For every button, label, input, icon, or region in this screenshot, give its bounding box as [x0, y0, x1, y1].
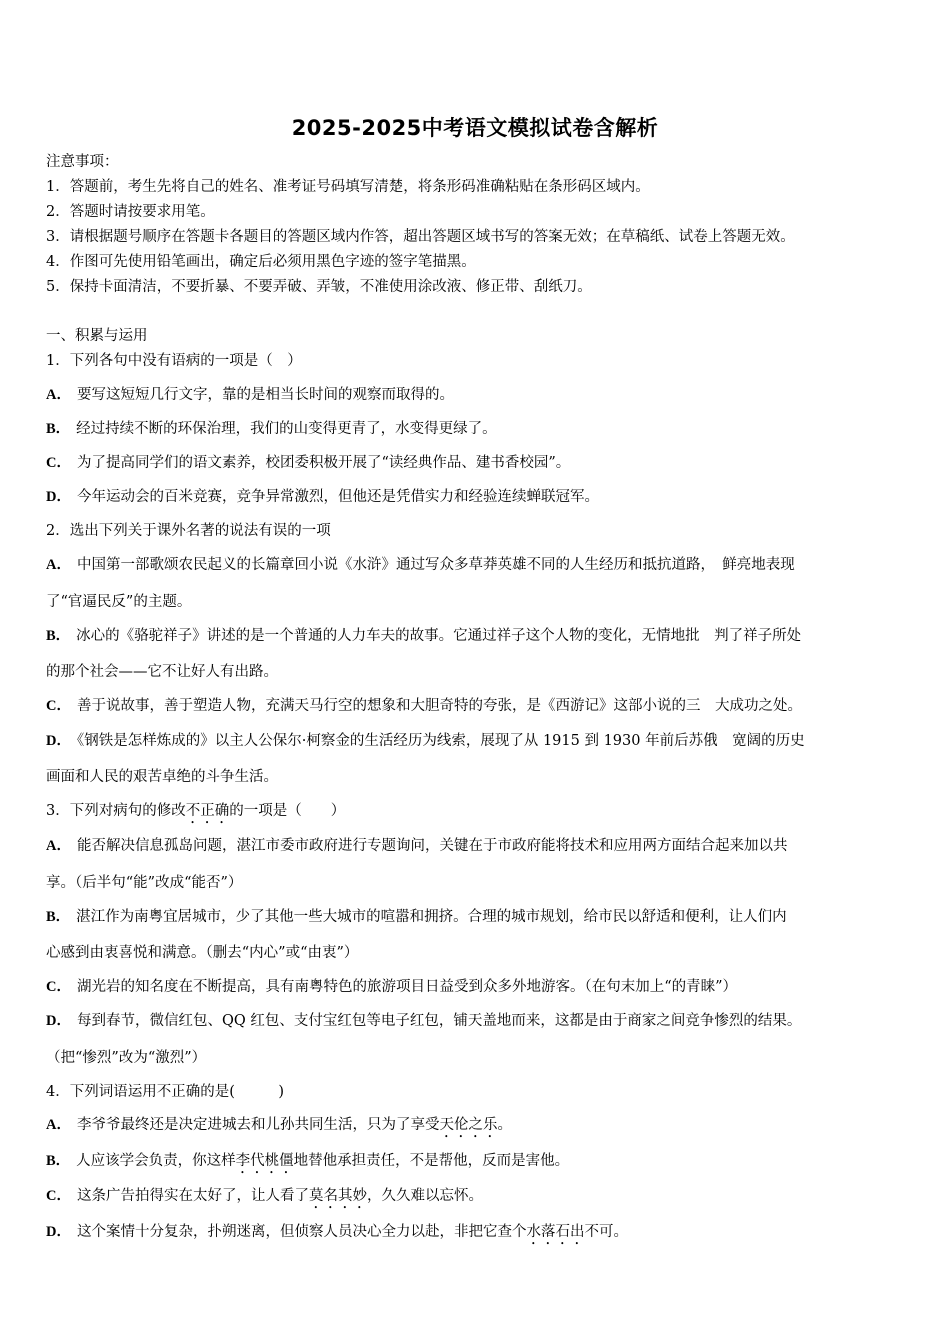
option-label: D．: [46, 1224, 71, 1240]
option-text: 经过持续不断的环保治理，我们的山变得更青了，水变得更绿了。: [76, 421, 497, 437]
option-text: 要写这短短几行文字，靠的是相当长时间的观察而取得的。: [76, 387, 454, 403]
option-text: 人应该学会负责，你这样: [76, 1153, 236, 1169]
option-label: B．: [46, 909, 71, 925]
option-label: B．: [46, 421, 71, 437]
emphasized-text: 不正确: [185, 803, 230, 819]
section-heading: 一、积累与运用: [46, 328, 148, 344]
option-text: 能否解决信息孤岛问题，湛江市委市政府进行专题询问，关键在于市政府能将技术和应用两方面结合起来加以共: [76, 838, 788, 854]
notice-item: 1．答题前，考生先将自己的姓名、准考证号码填写清楚，将条形码准确粘贴在条形码区域内。: [46, 179, 650, 195]
question-3-option-b-cont: 心感到由衷喜悦和满意。（删去“内心”或“由衷”）: [46, 945, 359, 961]
question-3-option-a-cont: 享。（后半句“能”改成“能否”）: [46, 875, 243, 891]
notice-item: 3．请根据题号顺序在答题卡各题目的答题区域内作答，超出答题区域书写的答案无效；在草稿纸、试卷上答题无效。: [46, 229, 795, 245]
option-label: D．: [46, 489, 71, 505]
option-label: D．: [46, 733, 71, 749]
question-4-option-b: [46, 1151, 569, 1177]
emphasized-idiom: 李代桃僵: [235, 1153, 294, 1169]
option-text: 善于说故事，善于塑造人物，充满天马行空的想象和大胆奇特的夸张，是《西游记》这部小说的三 大成功之处。: [76, 698, 802, 714]
question-2-option-d: [46, 731, 805, 751]
option-label: B．: [46, 1153, 71, 1169]
option-text: 冰心的《骆驼祥子》讲述的是一个普通的人力车夫的故事。它通过祥子这个人物的变化，无情地批 判了祥子所处: [76, 628, 802, 644]
option-text: 每到春节，微信红包、QQ 红包、支付宝红包等电子红包，铺天盖地而来，这都是由于商家之间竞争惨烈的结果。: [76, 1013, 802, 1029]
option-text: 这个案情十分复杂，扑朔迷离，但侦察人员决心全力以赴，非把它查个: [76, 1224, 527, 1240]
option-text: 李爷爷最终还是决定进城去和儿孙共同生活，只为了享受: [76, 1117, 440, 1133]
option-label: A．: [46, 1117, 71, 1133]
option-label: A．: [46, 557, 71, 573]
question-1-option-b: [46, 419, 497, 439]
question-4-option-a: [46, 1115, 512, 1141]
question-2-option-a-cont: 了“官逼民反”的主题。: [46, 594, 192, 610]
question-2-option-b-cont: 的那个社会——它不让好人有出路。: [46, 664, 278, 680]
question-3-option-a: [46, 836, 787, 856]
option-label: C．: [46, 1188, 71, 1204]
notice-heading: 注意事项：: [46, 154, 119, 170]
question-2-option-c: [46, 696, 802, 716]
option-text: 湛江作为南粤宜居城市，少了其他一些大城市的喧嚣和拥挤。合理的城市规划，给市民以舒适和便利，让人们内: [76, 909, 787, 925]
question-2-option-d-cont: 画面和人民的艰苦卓绝的斗争生活。: [46, 769, 278, 785]
option-text: 湖光岩的知名度在不断提高，具有南粤特色的旅游项目日益受到众多外地游客。（在句末加上“的青睐”）: [76, 979, 738, 995]
option-label: C．: [46, 455, 71, 471]
emphasized-idiom: 莫名其妙: [308, 1188, 367, 1204]
emphasized-idiom: 水落石出: [526, 1224, 585, 1240]
option-text: ，久久难以忘怀。: [366, 1188, 483, 1204]
question-4-option-c: [46, 1186, 483, 1212]
option-label: A．: [46, 838, 71, 854]
option-text: 不可。: [584, 1224, 628, 1240]
option-text: 地替他承担责任，不是帮他，反而是害他。: [293, 1153, 570, 1169]
question-3-option-b: [46, 907, 787, 927]
question-3-option-c: [46, 977, 737, 997]
option-label: B．: [46, 628, 71, 644]
stem-text: 的一项是（ ）: [229, 803, 346, 819]
option-label: A．: [46, 387, 71, 403]
option-text: 今年运动会的百米竞赛，竞争异常激烈，但他还是凭借实力和经验连续蝉联冠军。: [76, 489, 599, 505]
notice-item: 4．作图可先使用铅笔画出，确定后必须用黑色字迹的签字笔描黑。: [46, 254, 476, 270]
option-text: 为了提高同学们的语文素养，校团委积极开展了“读经典作品、建书香校园”。: [76, 455, 571, 471]
question-3-option-d-cont: （把“惨烈”改为“激烈”）: [46, 1050, 207, 1066]
question-4-option-d: [46, 1222, 628, 1248]
notice-item: 2．答题时请按要求用笔。: [46, 204, 215, 220]
option-label: D．: [46, 1013, 71, 1029]
option-text: 。: [497, 1117, 512, 1133]
question-4-stem: 4．下列词语运用不正确的是( ): [46, 1084, 285, 1100]
page-title: 2025-2025中考语文模拟试卷含解析: [291, 116, 659, 140]
question-1-option-a: [46, 385, 454, 405]
question-2-option-a: [46, 555, 795, 575]
option-text: 中国第一部歌颂农民起义的长篇章回小说《水浒》通过写众多草莽英雄不同的人生经历和抵抗道路， 鲜亮地表现: [76, 557, 795, 573]
notice-item: 5．保持卡面清洁，不要折暴、不要弄破、弄皱，不准使用涂改液、修正带、刮纸刀。: [46, 279, 592, 295]
option-label: C．: [46, 979, 71, 995]
option-text: 《钢铁是怎样炼成的》以主人公保尔·柯察金的生活经历为线索，展现了从 1915 到 1930 年前后苏俄 宽阔的历史: [76, 733, 805, 749]
stem-text: 3．下列对病句的修改: [46, 803, 186, 819]
question-1-option-c: [46, 453, 570, 473]
option-text: 这条广告拍得实在太好了，让人看了: [76, 1188, 309, 1204]
question-1-option-d: [46, 487, 599, 507]
option-label: C．: [46, 698, 71, 714]
question-2-stem: 2．选出下列关于课外名著的说法有误的一项: [46, 523, 331, 539]
question-1-stem: 1．下列各句中没有语病的一项是（ ）: [46, 353, 302, 369]
question-2-option-b: [46, 626, 801, 646]
question-3-stem: [46, 801, 345, 827]
emphasized-idiom: 天伦之乐: [439, 1117, 498, 1133]
question-3-option-d: [46, 1011, 801, 1031]
